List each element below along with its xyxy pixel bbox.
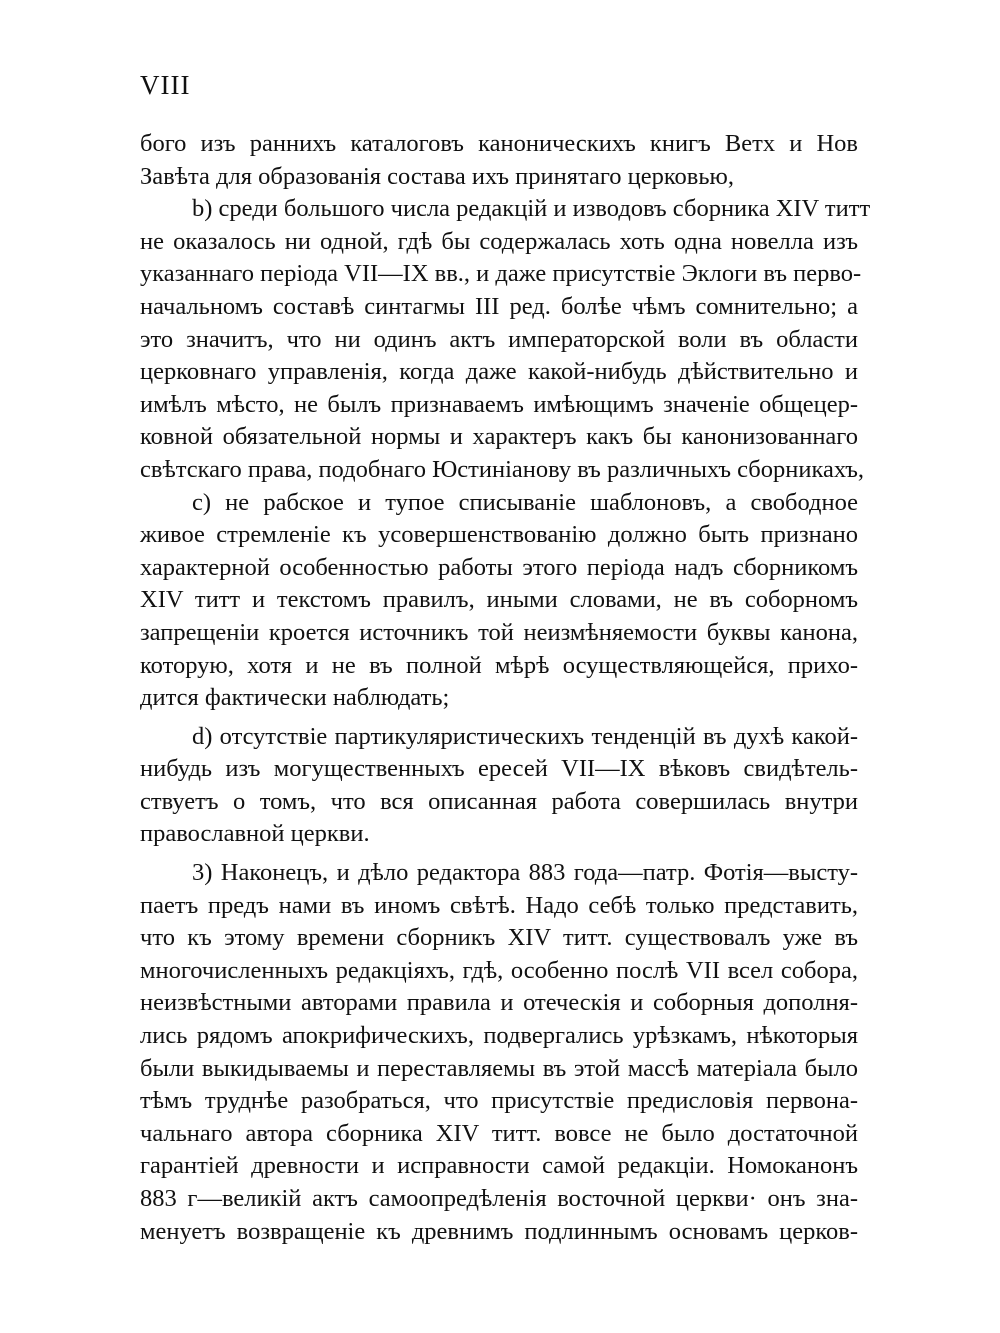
text-line: многочисленныхъ редакціяхъ, гдѣ, особенно послѣ VII всел собора, xyxy=(140,956,858,984)
text-line: начальномъ составѣ синтагмы III ред. болѣе чѣмъ сомнительно; а xyxy=(140,292,858,320)
text-line: ствуетъ о томъ, что вся описанная работа совершилась внутри xyxy=(140,787,858,815)
text-line: свѣтскаго права, подобнаго Юстиніанову въ различныхъ сборникахъ, xyxy=(140,455,864,483)
text-line: православной церкви. xyxy=(140,820,370,848)
text-line: b) среди большого числа редакцій и изводовъ сборника XIV титт xyxy=(192,195,871,223)
text-line: это значитъ, что ни одинъ актъ императорской воли въ области xyxy=(140,325,858,353)
paragraph-d xyxy=(140,721,858,851)
body-text xyxy=(140,128,871,1248)
text-line: c) не рабское и тупое списываніе шаблоновъ, а свободное xyxy=(192,488,858,516)
text-line: имѣлъ мѣсто, не былъ признаваемъ имѣющимъ значеніе общецер- xyxy=(140,390,858,418)
text-line: d) отсутствіе партикуляристическихъ тенденцій въ духѣ какой- xyxy=(192,722,858,750)
text-line: дится фактически наблюдать; xyxy=(140,684,450,712)
text-line: что къ этому времени сборникъ XIV титт. существовалъ уже въ xyxy=(140,924,858,952)
text-line: неизвѣстными авторами правила и отеческія и соборныя дополня- xyxy=(140,989,858,1017)
paragraph-c xyxy=(140,487,858,715)
page-number: VIII xyxy=(140,70,191,100)
text-line: были выкидываемы и переставляемы въ этой массѣ матеріала было xyxy=(140,1054,858,1082)
text-line: бого изъ раннихъ каталоговъ каноническихъ книгъ Ветх и Нов xyxy=(140,130,858,157)
paragraph-3 xyxy=(140,857,858,1248)
text-line: характерной особенностью работы этого періода надъ сборникомъ xyxy=(140,553,858,581)
text-line: менуетъ возвращеніе къ древнимъ подлиннымъ основамъ церков- xyxy=(140,1217,858,1245)
text-line: церковнаго управленія, когда даже какой-нибудь дѣйствительно и xyxy=(140,358,858,386)
text-line: гарантіей древности и исправности самой редакціи. Номоканонъ xyxy=(140,1152,858,1180)
text-line: чальнаго автора сборника XIV титт. вовсе не было достаточной xyxy=(140,1119,858,1147)
text-line: тѣмъ труднѣе разобраться, что присутствіе предисловія первона- xyxy=(140,1087,858,1115)
text-line: нибудь изъ могущественныхъ ересей VII—IX вѣковъ свидѣтель- xyxy=(140,755,858,783)
text-line: запрещеніи кроется источникъ той неизмѣняемости буквы канона, xyxy=(140,618,858,646)
text-line: паетъ предъ нами въ иномъ свѣтѣ. Надо себѣ только представить, xyxy=(140,891,858,919)
text-line: Завѣта для образованія состава ихъ принятаго церковью, xyxy=(140,162,734,190)
text-line: XIV титт и текстомъ правилъ, иными словами, не въ соборномъ xyxy=(140,586,858,614)
text-line: указаннаго періода VII—IX вв., и даже присутствіе Эклоги въ перво- xyxy=(140,260,862,288)
text-line: 3) Наконецъ, и дѣло редактора 883 года—патр. Фотія—высту- xyxy=(192,859,858,887)
text-line: которую, хотя и не въ полной мѣрѣ осуществляющейся, прихо- xyxy=(140,651,858,679)
paragraph-b xyxy=(140,193,871,486)
text-line: не оказалось ни одной, гдѣ бы содержалась хоть одна новелла изъ xyxy=(140,227,858,255)
text-line: 883 г—великій актъ самоопредѣленія восточной церкви· онъ зна- xyxy=(140,1185,858,1212)
paragraph-continuation xyxy=(140,128,858,193)
text-line: живое стремленіе къ усовершенствованію должно быть признано xyxy=(140,521,858,549)
text-line: лись рядомъ апокрифическихъ, подвергались урѣзкамъ, нѣкоторыя xyxy=(140,1022,858,1050)
text-line: ковной обязательной нормы и характеръ какъ бы канонизованнаго xyxy=(140,423,858,451)
